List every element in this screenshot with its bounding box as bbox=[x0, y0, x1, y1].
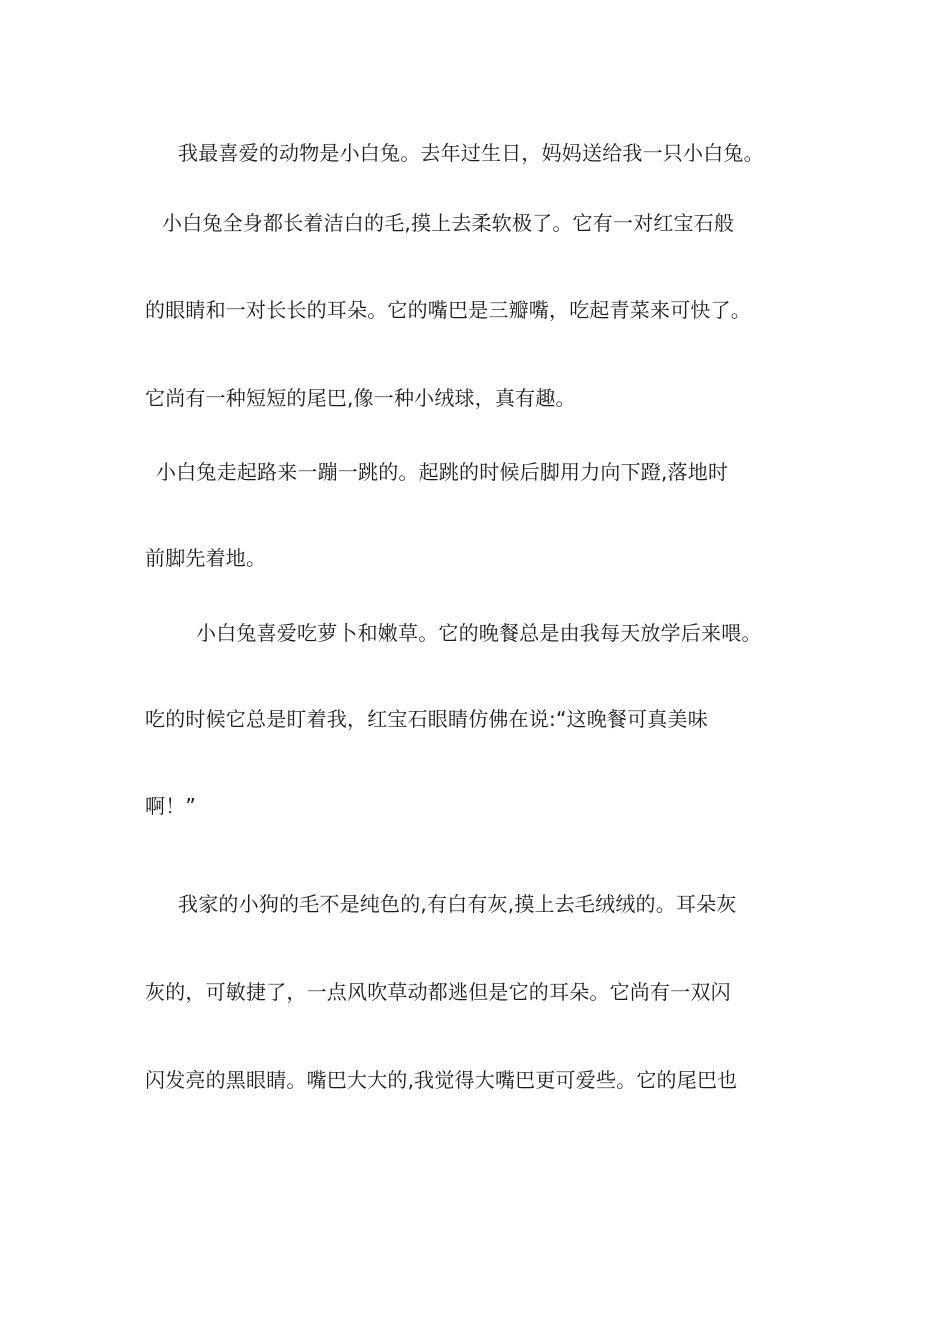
text-line: 小白兔走起路来一蹦一跳的。起跳的时候后脚用力向下蹬,落地时 bbox=[156, 460, 729, 484]
text-line: 的眼睛和一对长长的耳朵。它的嘴巴是三瓣嘴，吃起青菜来可快了。 bbox=[145, 298, 751, 322]
text-line: 我最喜爱的动物是小白兔。去年过生日，妈妈送给我一只小白兔。 bbox=[178, 141, 764, 165]
text-line: 灰的，可敏捷了，一点风吹草动都逃但是它的耳朵。它尚有一双闪 bbox=[145, 980, 731, 1004]
text-line: 前脚先着地。 bbox=[145, 546, 267, 570]
text-line: 啊！” bbox=[145, 794, 196, 818]
text-line: 它尚有一种短短的尾巴,像一种小绒球，真有趣。 bbox=[145, 386, 576, 410]
text-line: 吃的时候它总是盯着我，红宝石眼睛仿佛在说:“这晚餐可真美味 bbox=[145, 707, 708, 731]
text-line: 小白兔全身都长着洁白的毛,摸上去柔软极了。它有一对红宝石般 bbox=[162, 211, 735, 235]
text-line: 小白兔喜爱吃萝卜和嫩草。它的晚餐总是由我每天放学后来喂。 bbox=[196, 621, 762, 645]
text-line: 我家的小狗的毛不是纯色的,有白有灰,摸上去毛绒绒的。耳朵灰 bbox=[178, 892, 737, 916]
text-line: 闪发亮的黑眼睛。嘴巴大大的,我觉得大嘴巴更可爱些。它的尾巴也 bbox=[145, 1068, 738, 1092]
